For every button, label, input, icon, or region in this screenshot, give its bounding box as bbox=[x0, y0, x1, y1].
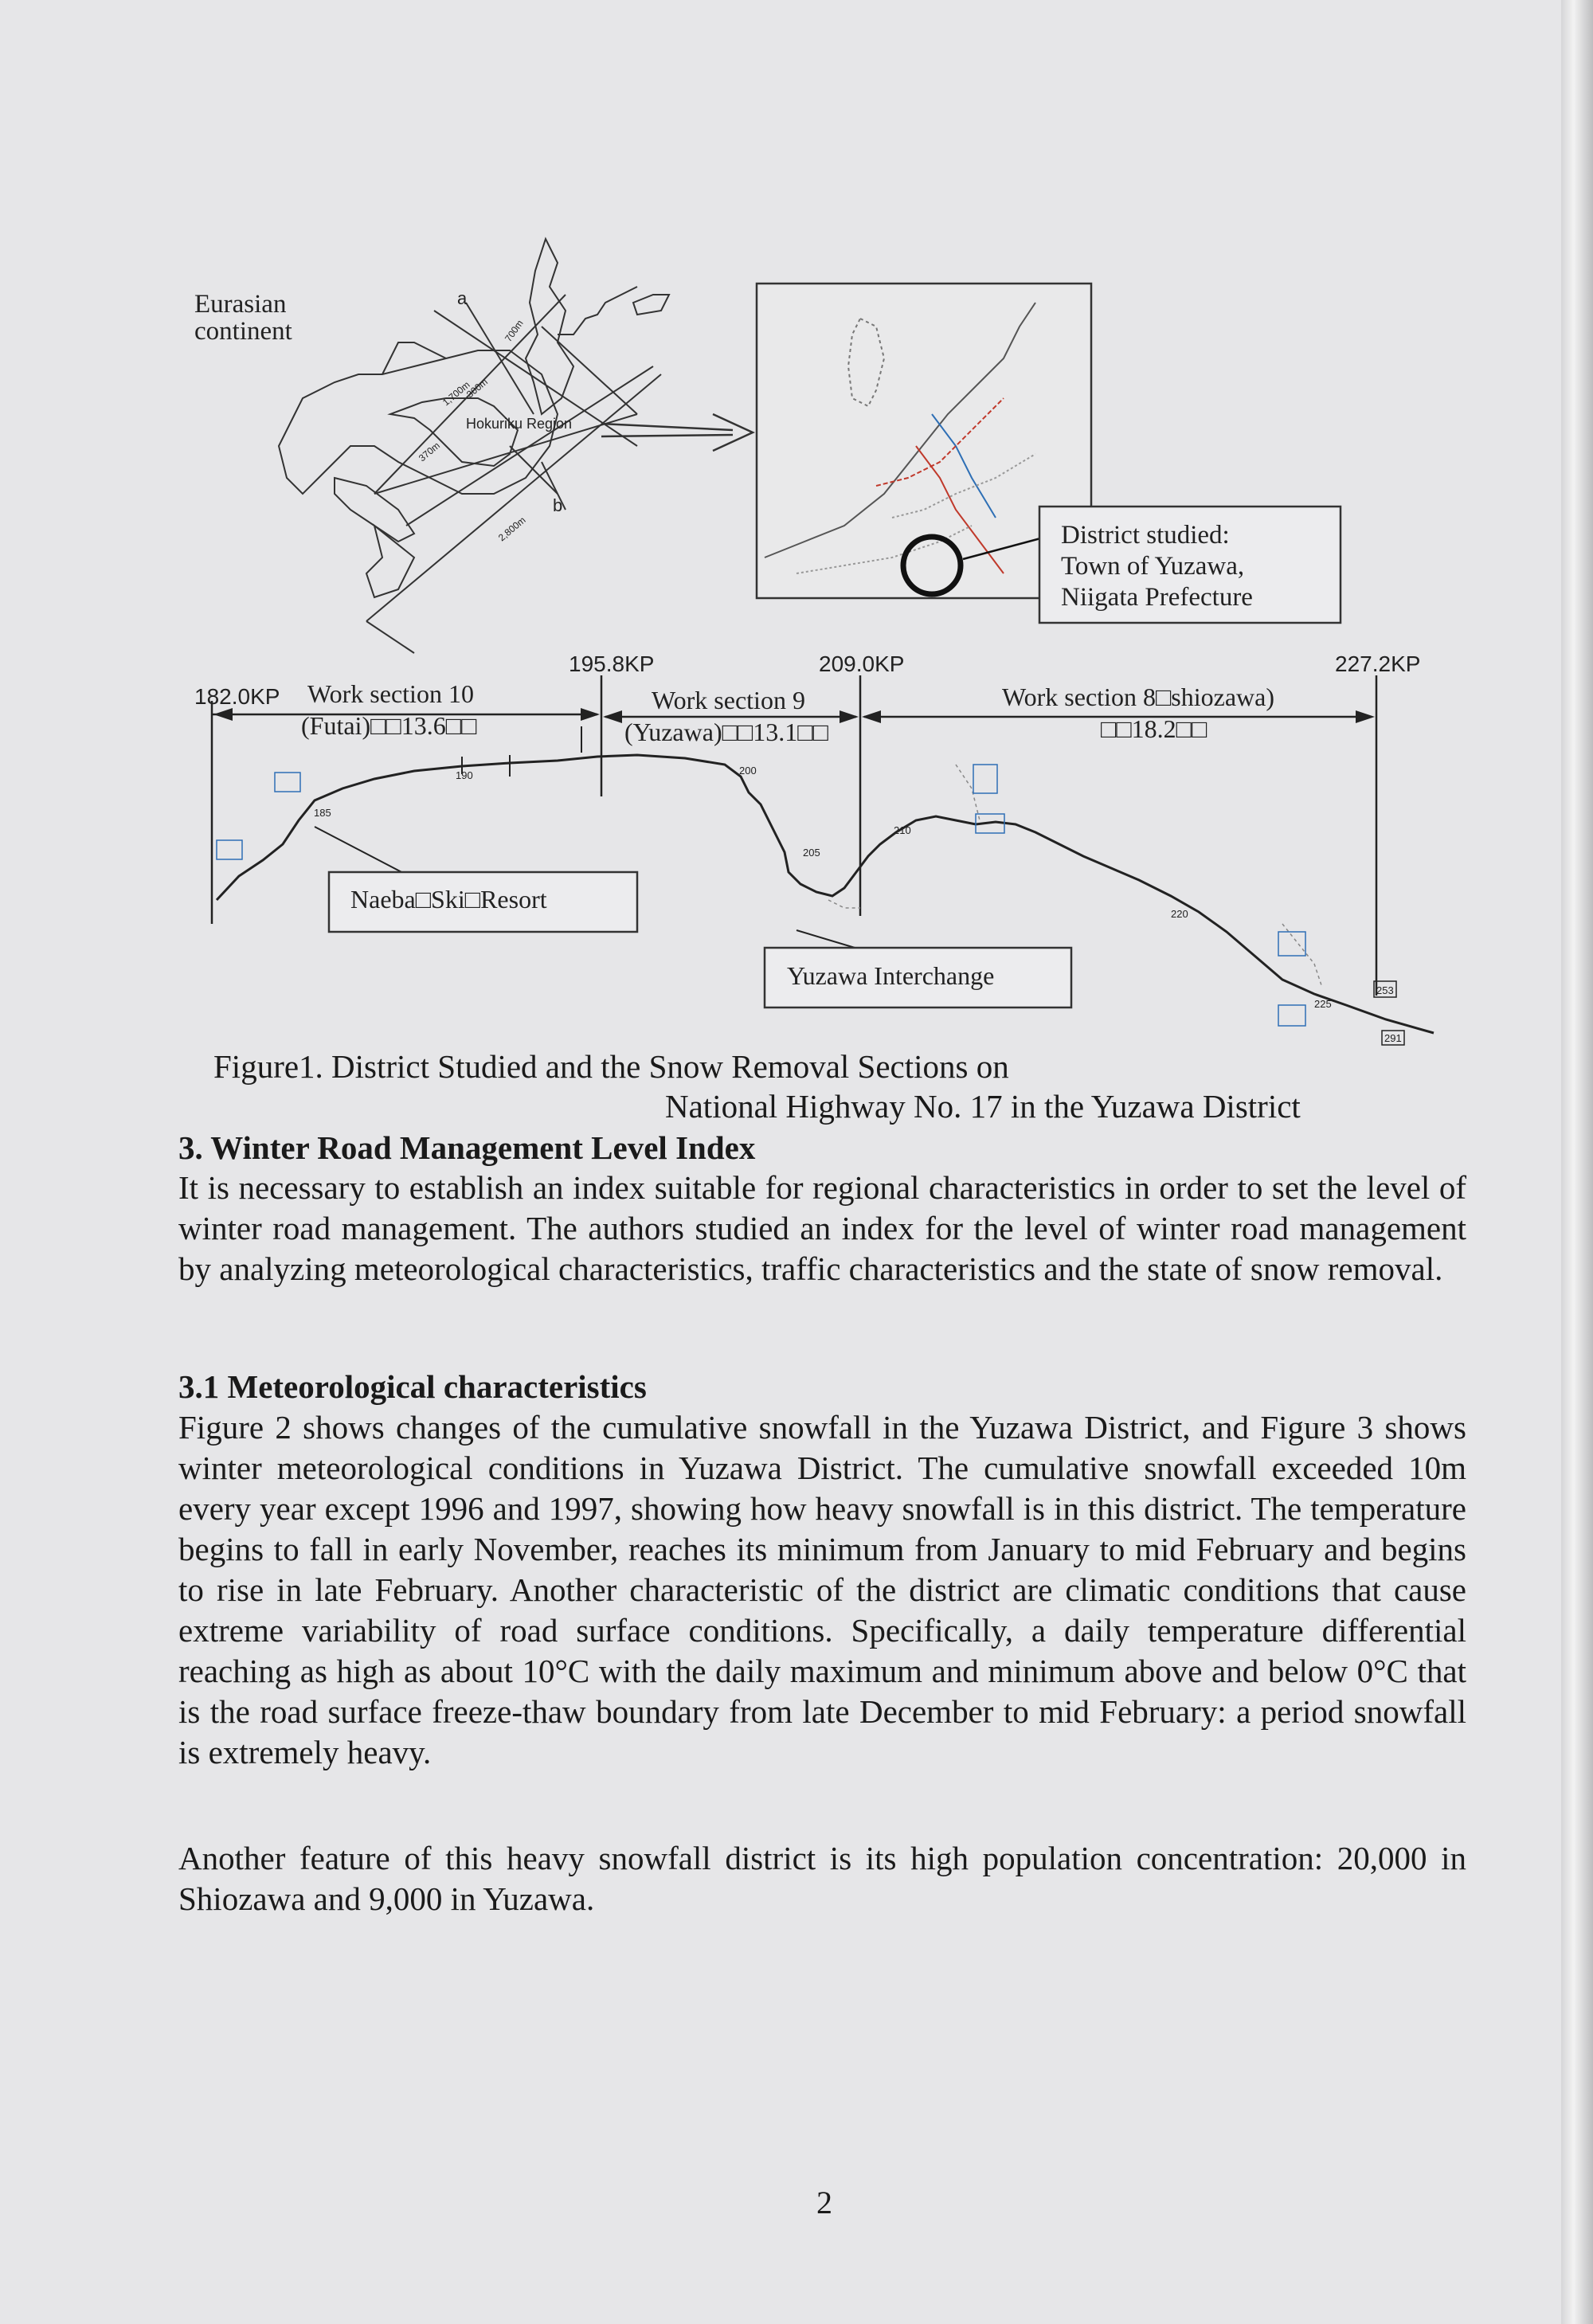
district-studied-line3: Niigata Prefecture bbox=[1061, 583, 1253, 612]
naeba-leader-line bbox=[315, 827, 406, 874]
hokuriku-region-label: Hokuriku Region bbox=[466, 416, 573, 432]
interchange-callout-label: Yuzawa Interchange bbox=[787, 961, 995, 990]
route-253-label: 253 bbox=[1376, 984, 1394, 996]
route-tick-marks bbox=[462, 726, 601, 777]
interchange-leader-line bbox=[796, 930, 860, 949]
naeba-callout-label: Naeba□Ski□Resort bbox=[350, 885, 547, 914]
map-arrow bbox=[601, 414, 753, 451]
eurasian-label-line1: Eurasian bbox=[194, 290, 287, 319]
work-section-10-name: Work section 10 bbox=[307, 679, 474, 708]
eurasian-label-line2: continent bbox=[194, 317, 292, 346]
route-291-label: 291 bbox=[1384, 1032, 1402, 1044]
section-3-heading: 3. Winter Road Management Level Index bbox=[178, 1129, 756, 1166]
work-section-8-detail: □□18.2□□ bbox=[1101, 714, 1207, 743]
section-3-paragraph: It is necessary to establish an index suitable for regional characteristics in order to set the level of winter road management. The authors studied an index for the level of winter road management by analyzing meteorological characteristics, traffic characteristics and the state of snow removal. bbox=[178, 1169, 1466, 1287]
section-3-1-paragraph-1: Figure 2 shows changes of the cumulative snowfall in the Yuzawa District, and Figure 3 shows winter meteorological conditions in Yuzawa District. The cumulative snowfall exceeded 10m every year except 1996 and 1997, showing how heavy snowfall is in this district. The temperature begins to fall in early November, reaches its minimum from January to mid February and begins to rise in late February. Another characteristic of the district are climatic conditions that cause extreme variability of road surface conditions. Specifically, a daily temperature differential reaching as high as about 10°C with the daily maximum and minimum above and below 0°C that is the road surface freeze-thaw boundary from late December to mid February: a period snowfall is extremely heavy. bbox=[178, 1409, 1466, 1770]
work-section-9-name: Work section 9 bbox=[652, 686, 805, 714]
work-section-10-detail: (Futai)□□13.6□□ bbox=[301, 711, 477, 740]
kilo-post-195: 195.8KP bbox=[569, 651, 655, 676]
kilo-post-182: 182.0KP bbox=[194, 684, 280, 709]
section-3-1-paragraph-2: Another feature of this heavy snowfall district is its high population concentration: 20,000 in Shiozawa and 9,000 in Yuzawa. bbox=[178, 1840, 1466, 1917]
route-mark-185: 185 bbox=[314, 807, 331, 819]
route-mark-190: 190 bbox=[456, 769, 473, 781]
dimension-label-2: 300m bbox=[464, 376, 490, 401]
page-number: 2 bbox=[816, 2185, 832, 2220]
route-mark-225: 225 bbox=[1314, 998, 1332, 1010]
work-section-9-detail: (Yuzawa)□□13.1□□ bbox=[624, 718, 828, 746]
japan-overview-map bbox=[279, 239, 669, 653]
marker-a: a bbox=[457, 288, 468, 308]
figure-caption-line2: National Highway No. 17 in the Yuzawa District bbox=[665, 1088, 1301, 1125]
route-mark-220: 220 bbox=[1171, 908, 1188, 920]
kilo-post-209: 209.0KP bbox=[819, 651, 905, 676]
district-studied-line1: District studied: bbox=[1061, 521, 1230, 550]
route-mark-205: 205 bbox=[803, 847, 820, 859]
figure-1 bbox=[0, 0, 1593, 1051]
figure-caption-line1: Figure1. District Studied and the Snow Removal Sections on bbox=[213, 1048, 1009, 1085]
dimension-label-5: 700m bbox=[502, 318, 526, 344]
work-section-8-name: Work section 8□shiozawa) bbox=[1002, 683, 1274, 711]
district-studied-line2: Town of Yuzawa, bbox=[1061, 552, 1245, 581]
dimension-label-1: 1,700m bbox=[440, 378, 472, 409]
route-mark-210: 210 bbox=[894, 824, 911, 836]
dimension-label-4: 2,800m bbox=[495, 514, 528, 544]
dimension-label-3: 370m bbox=[416, 440, 442, 464]
section-3-1-heading: 3.1 Meteorological characteristics bbox=[178, 1368, 647, 1405]
route-mark-200: 200 bbox=[739, 765, 757, 777]
marker-b: b bbox=[553, 495, 563, 515]
kilo-post-227: 227.2KP bbox=[1335, 651, 1421, 676]
